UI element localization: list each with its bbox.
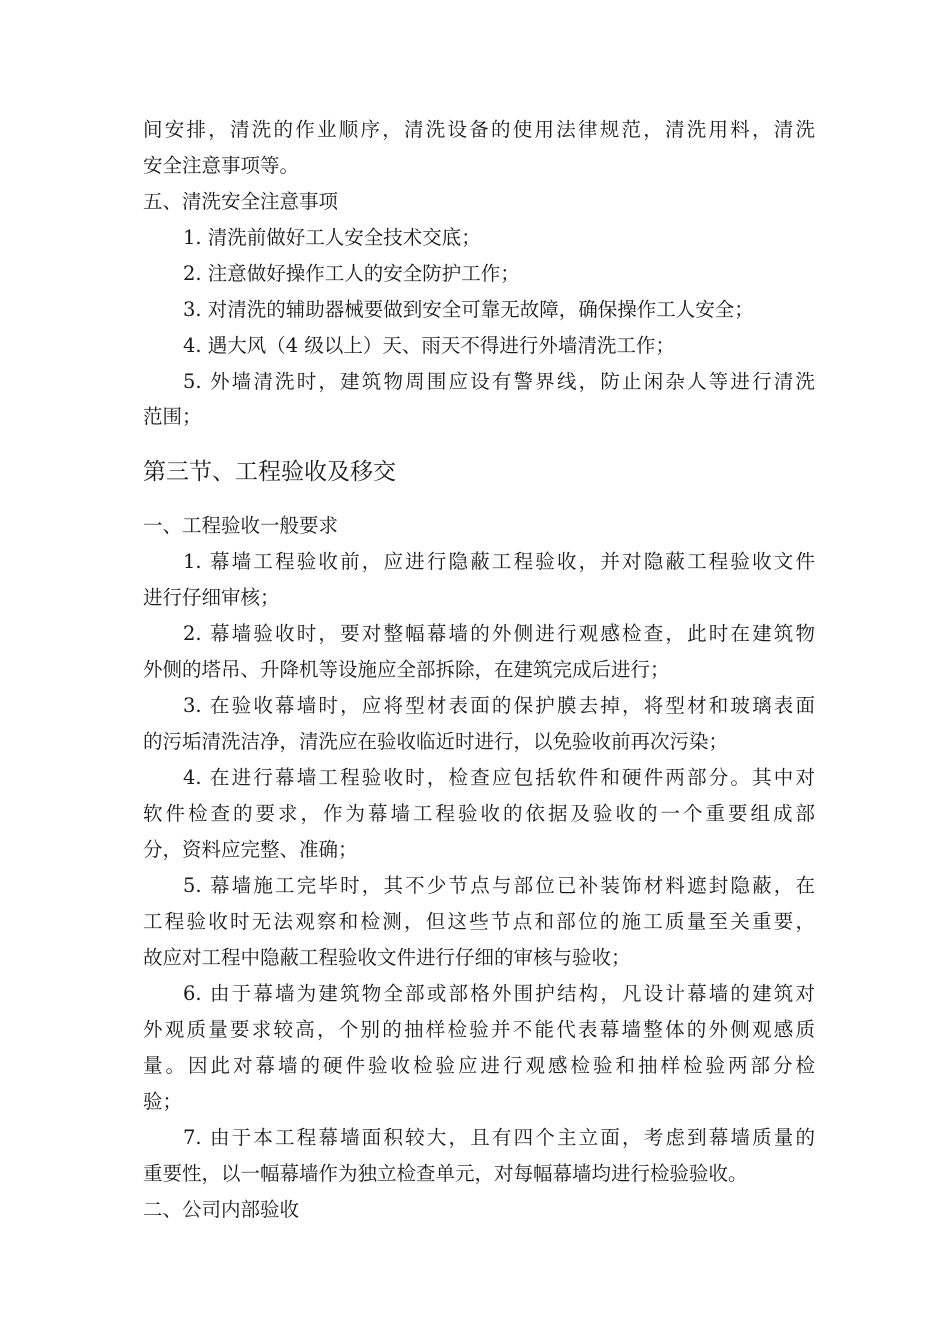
paragraph-line: 安全注意事项等。 [143, 154, 300, 177]
paragraph-line: 进行仔细审核； [143, 586, 280, 609]
subsection-heading: 一、工程验收一般要求 [143, 514, 339, 537]
list-item: 5. 外墙清洗时，建筑物周围应设有警界线，防止闲杂人等进行清洗 [183, 370, 815, 393]
paragraph-line: 软件检查的要求，作为幕墙工程验收的依据及验收的一个重要组成部 [143, 802, 815, 825]
paragraph-line: 故应对工程中隐蔽工程验收文件进行仔细的审核与验收； [143, 946, 631, 969]
list-item: 4. 遇大风（4 级以上）天、雨天不得进行外墙清洗工作； [183, 334, 675, 357]
paragraph-line: 间安排，清洗的作业顺序，清洗设备的使用法律规范，清洗用料，清洗 [143, 118, 815, 141]
paragraph-line: 验； [143, 1090, 183, 1113]
paragraph-line: 外观质量要求较高，个别的抽样检验并不能代表幕墙整体的外侧观感质 [143, 1018, 815, 1041]
paragraph-line: 3. 在验收幕墙时，应将型材表面的保护膜去掉，将型材和玻璃表面 [183, 694, 815, 717]
section-heading: 五、清洗安全注意事项 [143, 190, 339, 213]
list-item: 3. 对清洗的辅助器械要做到安全可靠无故障，确保操作工人安全； [183, 298, 754, 321]
list-item-continuation: 范围； [143, 405, 202, 428]
paragraph-line: 4. 在进行幕墙工程验收时，检查应包括软件和硬件两部分。其中对 [183, 766, 815, 789]
paragraph-line: 5. 幕墙施工完毕时，其不少节点与部位已补装饰材料遮封隐蔽，在 [183, 874, 815, 897]
section-title: 第三节、工程验收及移交 [143, 459, 396, 485]
paragraph-line: 量。因此对幕墙的硬件验收检验应进行观感检验和抽样检验两部分检 [143, 1054, 815, 1077]
list-item: 1. 清洗前做好工人安全技术交底； [183, 226, 481, 249]
paragraph-line: 的污垢清洗洁净，清洗应在验收临近时进行，以免验收前再次污染； [143, 730, 729, 753]
subsection-heading: 二、公司内部验收 [143, 1198, 300, 1221]
paragraph-line: 分，资料应完整、准确； [143, 838, 358, 861]
paragraph-line: 外侧的塔吊、升降机等设施应全部拆除，在建筑完成后进行； [143, 658, 670, 681]
paragraph-line: 6. 由于幕墙为建筑物全部或部格外围护结构，凡设计幕墙的建筑对 [183, 982, 815, 1005]
list-item: 2. 注意做好操作工人的安全防护工作； [183, 262, 520, 285]
paragraph-line: 重要性，以一幅幕墙作为独立检查单元，对每幅幕墙均进行检验验收。 [143, 1162, 748, 1185]
paragraph-line: 7. 由于本工程幕墙面积较大，且有四个主立面，考虑到幕墙质量的 [183, 1126, 815, 1149]
paragraph-line: 1. 幕墙工程验收前，应进行隐蔽工程验收，并对隐蔽工程验收文件 [183, 550, 815, 573]
paragraph-line: 工程验收时无法观察和检测，但这些节点和部位的施工质量至关重要， [143, 910, 815, 933]
paragraph-line: 2. 幕墙验收时，要对整幅幕墙的外侧进行观感检查，此时在建筑物 [183, 622, 815, 645]
